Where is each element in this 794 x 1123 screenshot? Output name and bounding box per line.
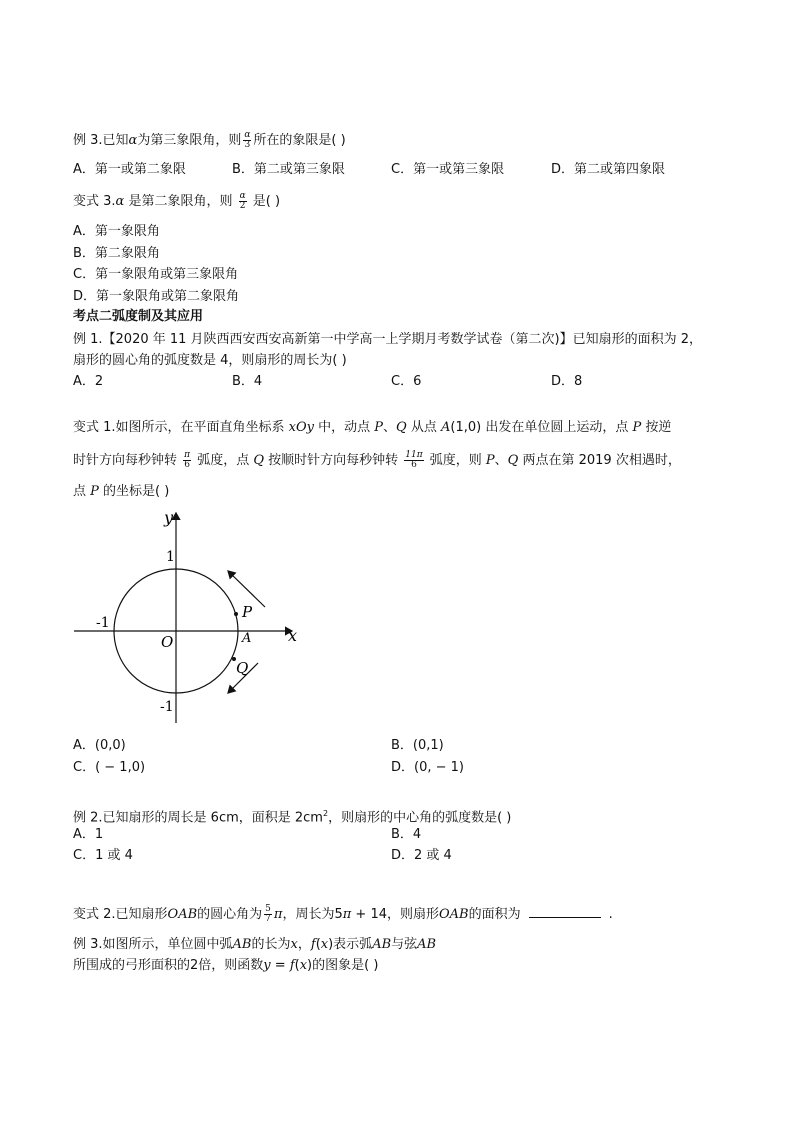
- fraction-numerator: α: [244, 130, 251, 140]
- text: 变式 2.已知扇形: [73, 907, 168, 922]
- text: 例 2.已知扇形的周长是 6cm，面积是 2cm: [73, 810, 323, 826]
- option-b: B．第二象限角: [73, 246, 160, 261]
- option-b: B．4: [391, 827, 422, 842]
- question-ex3b-line1: [73, 936, 436, 954]
- question-variant2-stem: [73, 905, 613, 924]
- question-variant1-line1: [73, 419, 671, 437]
- arrow-p-direction: [228, 571, 265, 607]
- text: 弧度，则: [425, 453, 486, 468]
- math-pi: π: [342, 907, 352, 922]
- fraction: [404, 451, 423, 470]
- option-d: D．第一象限角或第二象限角: [73, 289, 240, 304]
- label-neg-one-x: -1: [96, 615, 110, 631]
- text: 的长为: [251, 937, 291, 952]
- text: 例 3.如图所示，单位圆中弧: [73, 937, 233, 952]
- text: 、: [494, 453, 508, 468]
- fraction-denominator: 3: [244, 140, 251, 150]
- text: (: [315, 937, 321, 952]
- math-f: f: [289, 958, 295, 973]
- label-a: A: [242, 631, 252, 646]
- option-d: D．8: [551, 374, 583, 389]
- text: 、: [383, 420, 397, 435]
- text: 的坐标是( ): [98, 484, 170, 499]
- option-b: B．(0,1): [391, 738, 444, 753]
- option-d: D．第二或第四象限: [551, 162, 666, 177]
- math-p: P: [374, 420, 384, 435]
- fraction: [183, 451, 191, 470]
- text: .: [608, 907, 613, 922]
- text: 按顺时针方向每秒钟转: [264, 453, 403, 468]
- text: 变式 1.如图所示，在平面直角坐标系: [73, 420, 289, 435]
- math-alpha: α: [128, 133, 138, 148]
- option-c: C．( − 1,0): [73, 760, 146, 775]
- text: 是第二象限角，则: [124, 194, 237, 209]
- question-ex3-stem: [73, 131, 346, 150]
- math-f: f: [310, 937, 316, 952]
- text: 例 3.已知: [73, 133, 129, 148]
- label-p: P: [242, 603, 253, 621]
- question-variant1-line3: [73, 483, 169, 501]
- math-oab: OAB: [167, 907, 198, 922]
- fraction-numerator: 11π: [405, 450, 423, 460]
- option-d: D．2 或 4: [391, 848, 452, 863]
- text: (: [294, 958, 300, 973]
- math-ab: AB: [372, 937, 392, 952]
- text: 所围成的弓形面积的2倍，则函数: [73, 958, 264, 973]
- fraction-numerator: α: [239, 191, 246, 201]
- text: )表示弧: [328, 937, 373, 952]
- answer-blank[interactable]: [529, 905, 601, 918]
- fraction-numerator: π: [184, 450, 191, 460]
- math-q: Q: [507, 453, 519, 468]
- math-x: x: [299, 958, 308, 973]
- text: ，周长为5: [282, 907, 343, 922]
- fraction-denominator: 2: [239, 201, 246, 211]
- math-pi: π: [273, 907, 283, 922]
- math-ab: AB: [232, 937, 252, 952]
- option-c: C．第一象限角或第三象限角: [73, 267, 239, 282]
- superscript: 2: [322, 809, 329, 818]
- math-alpha: α: [115, 194, 125, 209]
- fraction-numerator: 5: [265, 904, 271, 914]
- fraction: [239, 192, 247, 211]
- option-a: A．第一或第二象限: [73, 162, 186, 177]
- option-b: B．4: [232, 374, 263, 389]
- fraction-denominator: 6: [411, 460, 417, 470]
- text: 按逆: [641, 420, 672, 435]
- fraction: [264, 905, 272, 924]
- option-a: A．2: [73, 374, 104, 389]
- label-y: y: [164, 508, 174, 527]
- label-one: 1: [166, 549, 175, 565]
- option-c: C．6: [391, 374, 422, 389]
- text: ，则扇形的中心角的弧度数是( ): [328, 810, 512, 826]
- text: 时针方向每秒钟转: [73, 453, 182, 468]
- question-ex2-stem: [73, 805, 511, 827]
- text: ，: [297, 937, 311, 952]
- text: 中，动点: [314, 420, 375, 435]
- text: 是( ): [248, 194, 281, 209]
- math-p: P: [632, 420, 642, 435]
- option-a: A．(0,0): [73, 738, 126, 753]
- label-o: O: [161, 633, 174, 651]
- math-p: P: [90, 484, 99, 499]
- math-a: A: [440, 420, 451, 435]
- label-neg-one-y: -1: [160, 699, 174, 715]
- fraction-denominator: 6: [184, 460, 190, 470]
- question-ex1-line2: 扇形的圆心角的弧度数是 4，则扇形的周长为( ): [73, 353, 347, 368]
- option-a: A．1: [73, 827, 104, 842]
- option-d: D．(0, − 1): [391, 760, 464, 775]
- math-p: P: [485, 453, 495, 468]
- text: 两点在第 2019 次相遇时，: [518, 453, 681, 468]
- math-x: x: [320, 937, 329, 952]
- option-c: C．第一或第三象限: [391, 162, 505, 177]
- text: 的圆心角为: [197, 907, 263, 922]
- text: )的图象是( ): [307, 958, 379, 973]
- option-c: C．1 或 4: [73, 848, 133, 863]
- text: 弧度，点: [193, 453, 254, 468]
- text: 变式 3.: [73, 194, 116, 209]
- text: 点: [73, 484, 91, 499]
- math-y: y: [263, 958, 271, 973]
- text: 的面积为: [468, 907, 521, 922]
- math-q: Q: [253, 453, 264, 468]
- question-variant1-line2: [73, 451, 681, 470]
- math-xoy: xOy: [288, 420, 315, 435]
- math-ab: AB: [417, 937, 437, 952]
- text: 所在的象限是( ): [253, 133, 346, 148]
- text: (1,0) 出发在单位圆上运动，点: [450, 420, 633, 435]
- text: 与弦: [391, 937, 418, 952]
- fraction-denominator: 7: [265, 914, 271, 924]
- math-x: x: [290, 937, 298, 952]
- text: 为第三象限角，则: [137, 133, 242, 148]
- math-q: Q: [396, 420, 407, 435]
- question-ex1-line1: 例 1.【2020 年 11 月陕西西安西安高新第一中学高一上学期月考数学试卷（第二次)】已知扇形的面积为 2，: [73, 332, 703, 347]
- text: =: [270, 958, 290, 973]
- point-p: [234, 612, 238, 616]
- question-ex3b-line2: [73, 957, 378, 975]
- section-title: 考点二弧度制及其应用: [73, 309, 204, 324]
- label-q: Q: [236, 659, 249, 677]
- question-variant3-stem: [73, 192, 280, 211]
- label-x: x: [288, 626, 298, 645]
- text: + 14，则扇形: [351, 907, 439, 922]
- fraction: [243, 131, 251, 150]
- math-oab: OAB: [438, 907, 469, 922]
- text: 从点: [406, 420, 441, 435]
- option-a: A．第一象限角: [73, 224, 160, 239]
- option-b: B．第二或第三象限: [232, 162, 345, 177]
- unit-circle-figure: [60, 505, 310, 735]
